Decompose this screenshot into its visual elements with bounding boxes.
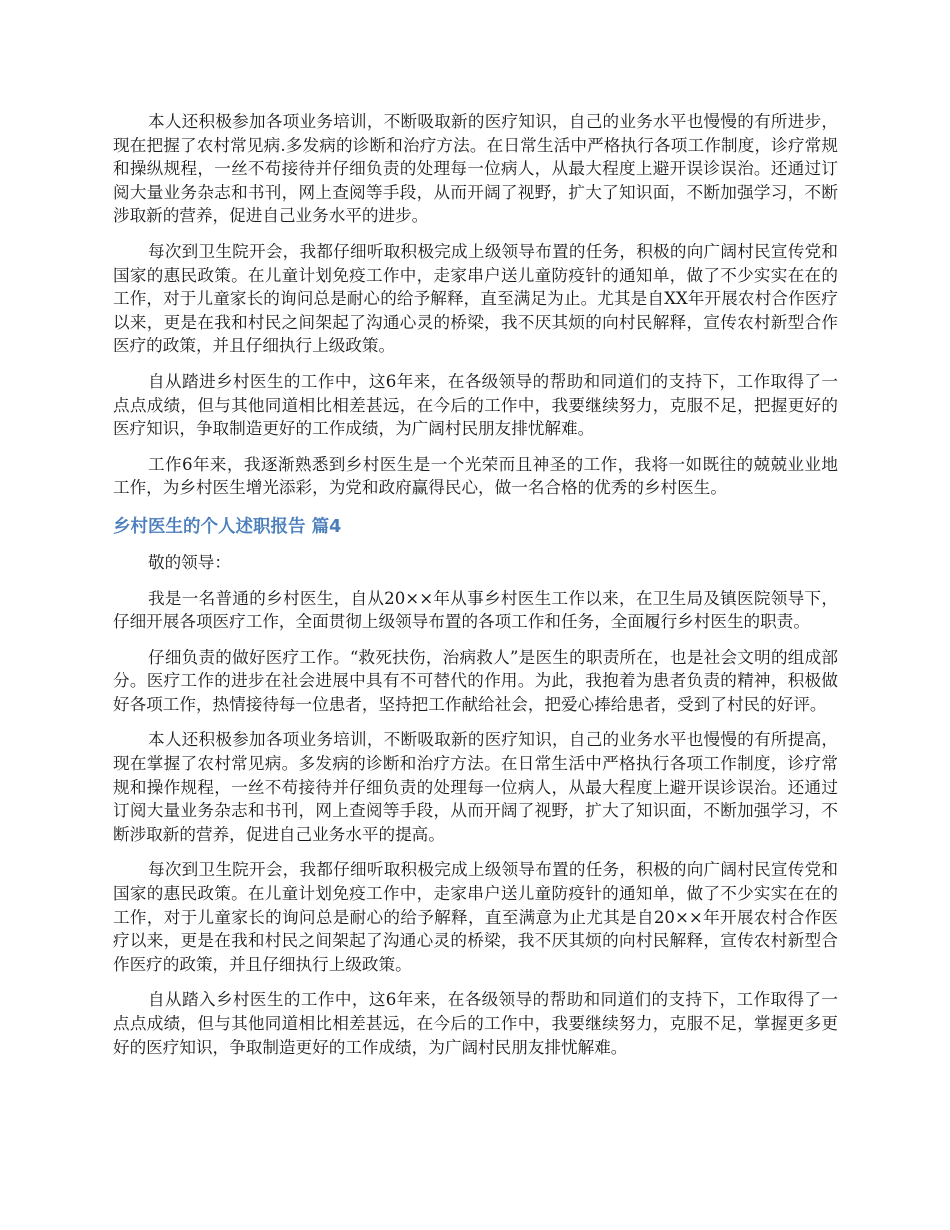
paragraph-introduction: 我是一名普通的乡村医生，自从20××年从事乡村医生工作以来，在卫生局及镇医院领导下，仔细开展各项医疗工作，全面贯彻上级领导布置的各项工作和任务，全面履行乡村医生的职责。 xyxy=(113,588,838,632)
document-page xyxy=(113,110,838,1071)
paragraph-meetings: 每次到卫生院开会，我都仔细听取积极完成上级领导布置的任务，积极的向广阔村民宣传党和国家的惠民政策。在儿童计划免疫工作中，走家串户送儿童防疫针的通知单，做了不少实实在在的工作，对于儿童家长的询问总是耐心的给予解释，直至满足为止。尤其是自XX年开展农村合作医疗以来，更是在我和村民之间架起了沟通心灵的桥梁，我不厌其烦的向村民解释，宣传农村新型合作医疗的政策，并且仔细执行上级政策。 xyxy=(113,241,838,356)
paragraph-training: 本人还积极参加各项业务培训，不断吸取新的医疗知识，自己的业务水平也慢慢的有所进步，现在把握了农村常见病.多发病的诊断和治疗方法。在日常生活中严格执行各项工作制度，诊疗常规和操纵规程，一丝不苟接待并仔细负责的处理每一位病人，从最大程度上避开误诊误治。还通过订阅大量业务杂志和书刊，网上查阅等手段，从而开阔了视野，扩大了知识面，不断加强学习，不断涉取新的营养，促进自己业务水平的进步。 xyxy=(113,112,838,226)
paragraph-achievements: 自从踏进乡村医生的工作中，这6年来，在各级领导的帮助和同道们的支持下，工作取得了一点点成绩，但与其他同道相比相差甚远，在今后的工作中，我要继续努力，克服不足，把握更好的医疗知识，争取制造更好的工作成绩，为广阔村民朋友排忧解难。 xyxy=(113,371,838,439)
paragraph-medical-duty: 仔细负责的做好医疗工作。“救死扶伤，治病救人”是医生的职责所在，也是社会文明的组成部分。医疗工作的进步在社会进展中具有不可替代的作用。为此，我抱着为患者负责的精神，积极做好各项工作，热情接待每一位患者，坚持把工作献给社会，把爱心捧给患者，受到了村民的好评。 xyxy=(113,647,838,714)
paragraph-achievements: 自从踏入乡村医生的工作中，这6年来，在各级领导的帮助和同道们的支持下，工作取得了一点点成绩，但与其他同道相比相差甚远，在今后的工作中，我要继续努力，克服不足，掌握更多更好的医疗知识，争取制造更好的工作成绩，为广阔村民朋友排忧解难。 xyxy=(113,990,838,1057)
paragraph-meetings: 每次到卫生院开会，我都仔细听取积极完成上级领导布置的任务，积极的向广阔村民宣传党和国家的惠民政策。在儿童计划免疫工作中，走家串户送儿童防疫针的通知单，做了不少实实在在的工作，对于儿童家长的询问总是耐心的给予解释，直至满意为止尤其是自20××年开展农村合作医疗以来，更是在我和村民之间架起了沟通心灵的桥梁，我不厌其烦的向村民解释，宣传农村新型合作医疗的政策，并且仔细执行上级政策。 xyxy=(113,860,838,974)
paragraph-conclusion: 工作6年来，我逐渐熟悉到乡村医生是一个光荣而且神圣的工作，我将一如既往的兢兢业业地工作，为乡村医生增光添彩，为党和政府赢得民心，做一名合格的优秀的乡村医生。 xyxy=(113,454,838,498)
section-heading: 乡村医生的个人述职报告 篇4 xyxy=(113,516,342,537)
paragraph-salutation: 敬的领导： xyxy=(148,552,231,572)
paragraph-training: 本人还积极参加各项业务培训，不断吸取新的医疗知识，自己的业务水平也慢慢的有所提高，现在掌握了农村常见病。多发病的诊断和治疗方法。在日常生活中严格执行各项工作制度，诊疗常规和操作规程，一丝不苟接待并仔细负责的处理每一位病人，从最大程度上避开误诊误治。还通过订阅大量业务杂志和书刊，网上查阅等手段，从而开阔了视野，扩大了知识面，不断加强学习，不断涉取新的营养，促进自己业务水平的提高。 xyxy=(113,730,838,844)
